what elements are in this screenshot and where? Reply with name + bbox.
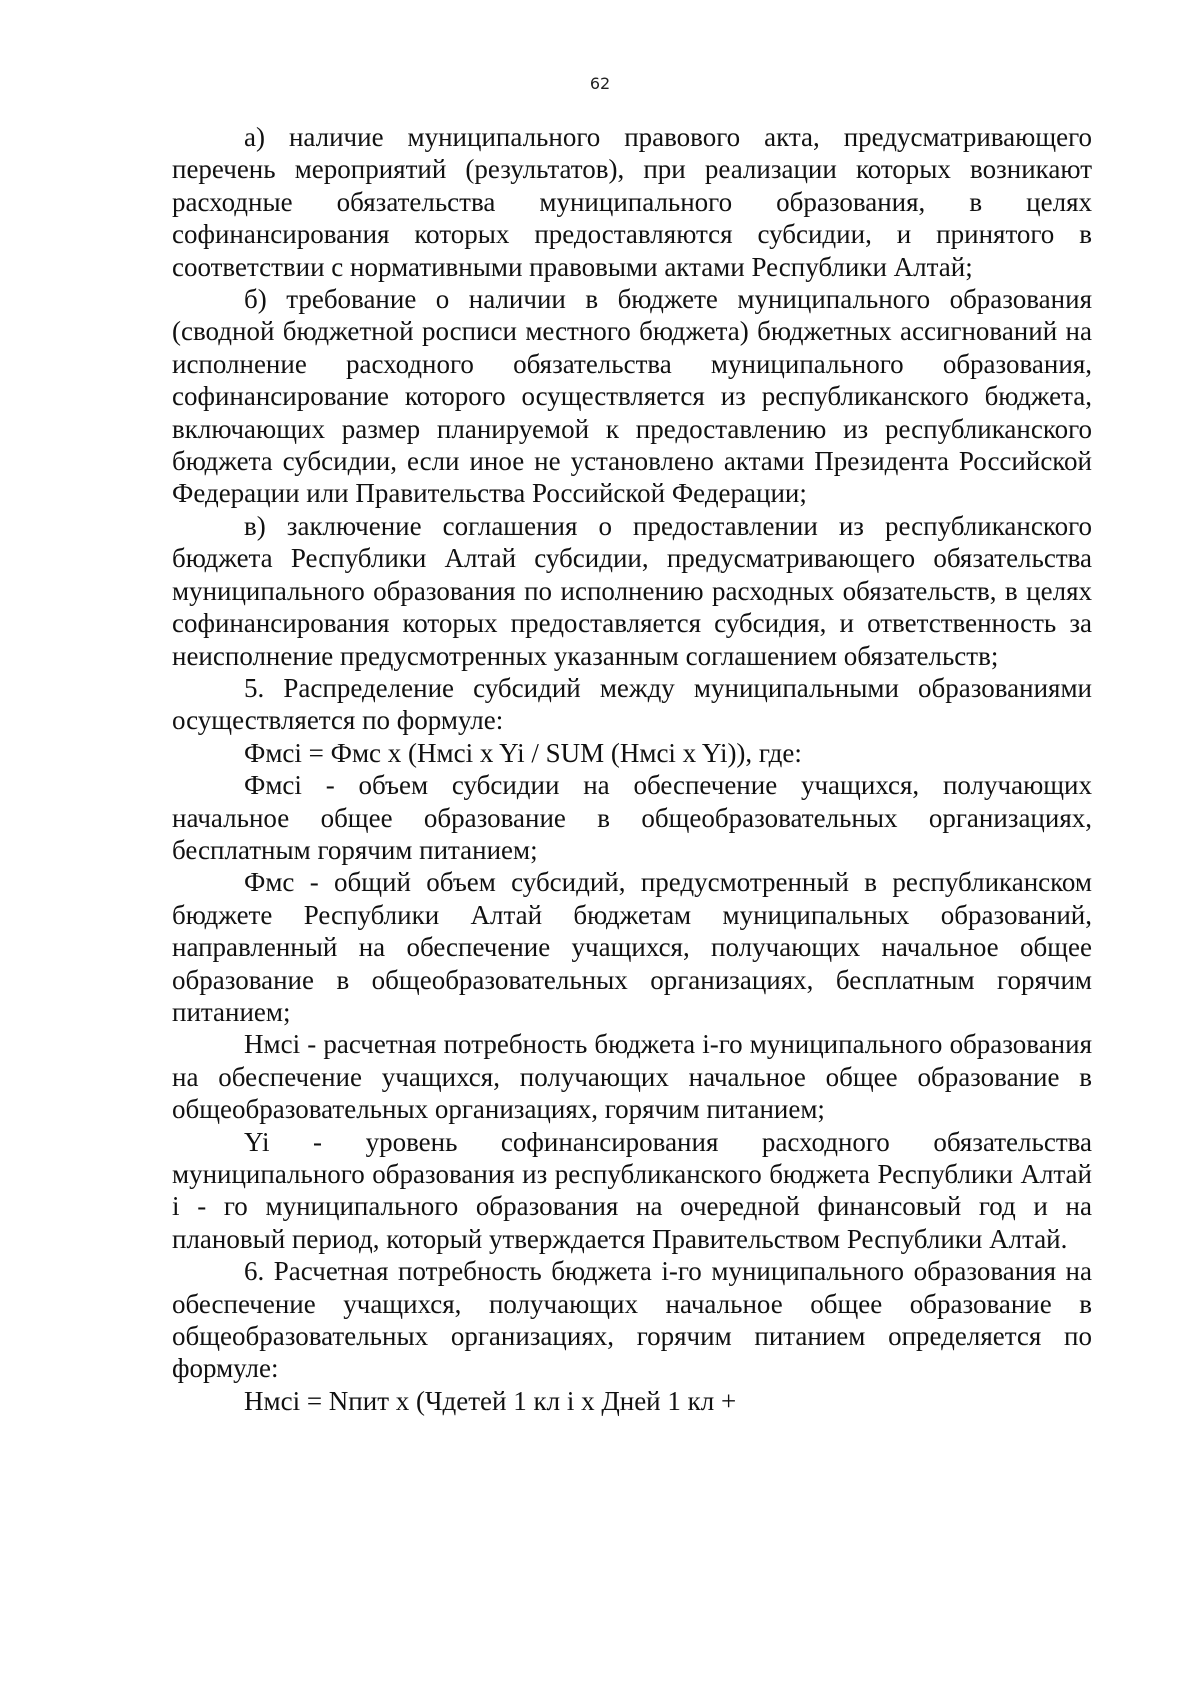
definition-fmsi: Фмсi - объем субсидии на обеспечение учащихся, получающих начальное общее образование в общеобразовательных организациях, бесплатным горячим питанием; — [172, 770, 1092, 865]
definition-yi: Yi - уровень софинансирования расходного обязательства муниципального образования из республиканского бюджета Республики Алтай i - го муниципального образования на очередной финансовый год и на плановый период, который утверждается Правительством Республики Алтай. — [172, 1126, 1092, 1254]
paragraph-6: 6. Расчетная потребность бюджета i-го муниципального образования на обеспечение учащихся, получающих начальное общее образование в общеобразовательных организациях, горячим питанием определяется по формуле: — [172, 1256, 1092, 1384]
paragraph-a: а) наличие муниципального правового акта, предусматривающего перечень мероприятий (результатов), при реализации которых возникают расходные обязательства муниципального образования, в целях софинансирования которых предоставляются субсидии, и принятого в соответствии с нормативными правовыми актами Республики Алтай; — [172, 122, 1092, 282]
definition-nmsi: Нмсi - расчетная потребность бюджета i-го муниципального образования на обеспечение учащихся, получающих начальное общее образование в общеобразовательных организациях, горячим питанием; — [172, 1029, 1092, 1125]
definition-fms: Фмс - общий объем субсидий, предусмотренный в республиканском бюджете Республики Алтай бюджетам муниципальных образований, направленный на обеспечение учащихся, получающих начальное общее образование в общеобразовательных организациях, бесплатным горячим питанием; — [172, 867, 1092, 1027]
paragraph-b: б) требование о наличии в бюджете муниципального образования (сводной бюджетной росписи местного бюджета) бюджетных ассигнований на исполнение расходного обязательства муниципального образования, софинансирование которого осуществляется из республиканского бюджета, включающих размер планируемой к предоставлению из республиканского бюджета субсидии, если иное не установлено актами Президента Российской Федерации или Правительства Российской Федерации; — [172, 284, 1092, 509]
page-number: 62 — [589, 74, 611, 93]
formula-need: Нмсi = Nпит x (Чдетей 1 кл i x Дней 1 кл + — [244, 1385, 737, 1416]
paragraph-v: в) заключение соглашения о предоставлении из республиканского бюджета Республики Алтай субсидии, предусматривающего обязательства муниципального образования по исполнению расходных обязательств, в целях софинансирования которых предоставляется субсидия, и ответственность за неисполнение предусмотренных указанным соглашением обязательств; — [172, 510, 1092, 671]
paragraph-5: 5. Распределение субсидий между муниципальными образованиями осуществляется по формуле: — [172, 672, 1092, 736]
document-body — [172, 121, 1092, 1417]
formula-subsidy: Фмсi = Фмс x (Нмсi x Yi / SUM (Нмсi x Yi)), где: — [244, 737, 802, 768]
